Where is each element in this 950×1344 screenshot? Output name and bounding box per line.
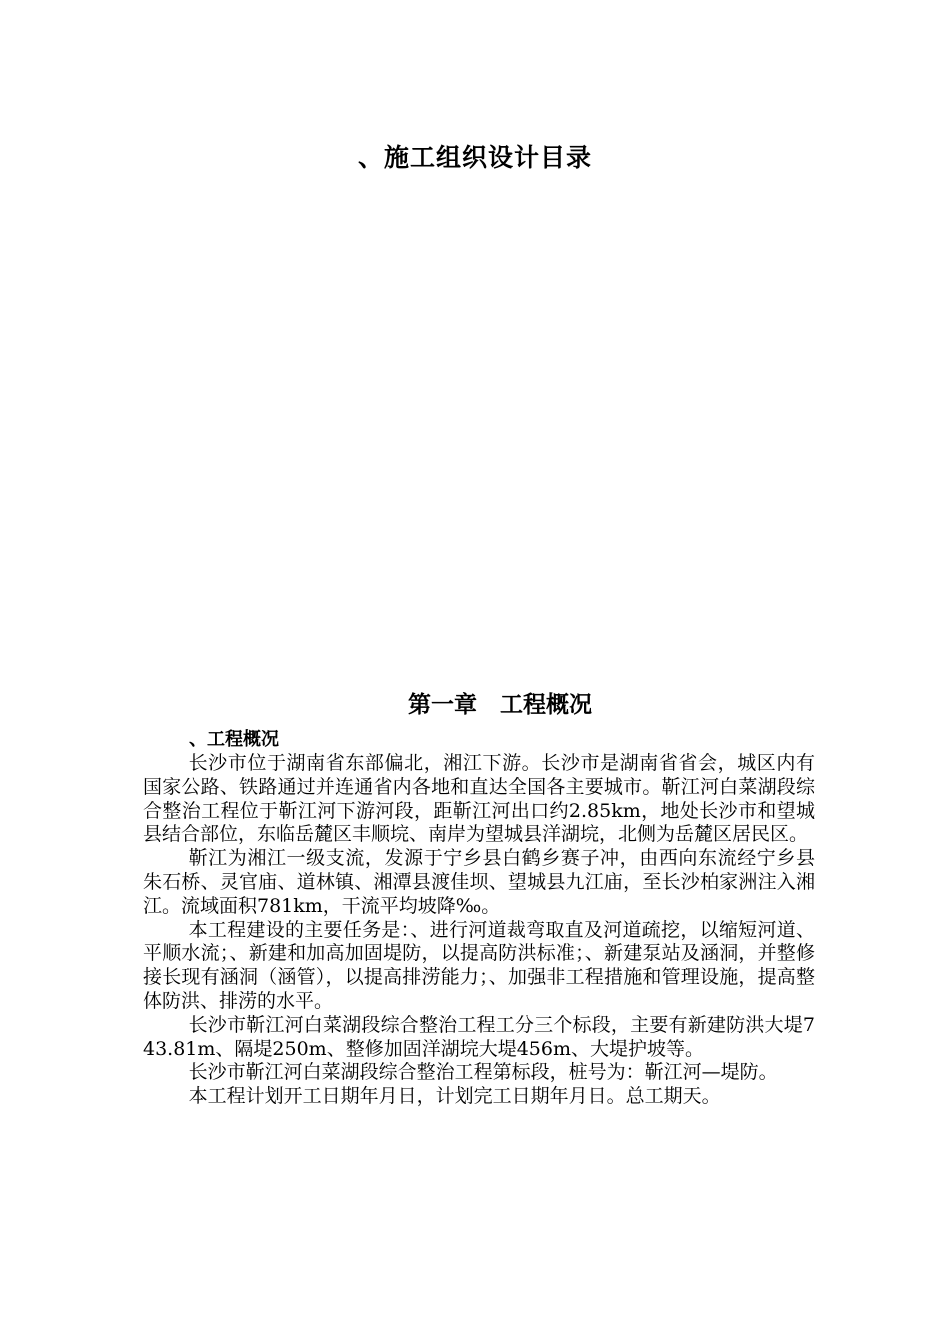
chapter-title: 第一章 工程概况 xyxy=(408,692,592,718)
chapter-content xyxy=(143,728,815,1109)
paragraph-river: 靳江为湘江一级支流，发源于宁乡县白鹤乡赛子冲，由西向东流经宁乡县朱石桥、灵官庙、道林镇、湘潭县渡佳坝、望城县九江庙，至长沙柏家洲注入湘江。流域面积781km，干流平均坡降‰。 xyxy=(143,847,815,917)
paragraph-sections: 长沙市靳江河白菜湖段综合整治工程工分三个标段，主要有新建防洪大堤743.81m、隔堤250m、整修加固洋湖垸大堤456m、大堤护坡等。 xyxy=(143,1013,815,1060)
paragraph-tasks: 本工程建设的主要任务是：、进行河道裁弯取直及河道疏挖，以缩短河道、平顺水流；、新建和加高加固堤防，以提高防洪标准；、新建泵站及涵洞，并整修接长现有涵洞（涵管），以提高排涝能力；、加强非工程措施和管理设施，提高整体防洪、排涝的水平。 xyxy=(143,918,815,1012)
paragraph-schedule: 本工程计划开工日期年月日，计划完工日期年月日。总工期天。 xyxy=(188,1085,721,1108)
document-title: 、施工组织设计目录 xyxy=(357,143,592,172)
section-heading: 、工程概况 xyxy=(189,729,279,750)
paragraph-stake: 长沙市靳江河白菜湖段综合整治工程第标段，桩号为：靳江河—堤防。 xyxy=(188,1061,778,1084)
paragraph-location: 长沙市位于湖南省东部偏北，湘江下游。长沙市是湖南省省会，城区内有国家公路、铁路通过并连通省内各地和直达全国各主要城市。靳江河白菜湖段综合整治工程位于靳江河下游河段，距靳江河出口约2.85km，地处长沙市和望城县结合部位，东临岳麓区丰顺垸、南岸为望城县洋湖垸，北侧为岳麓区居民区。 xyxy=(143,752,815,846)
